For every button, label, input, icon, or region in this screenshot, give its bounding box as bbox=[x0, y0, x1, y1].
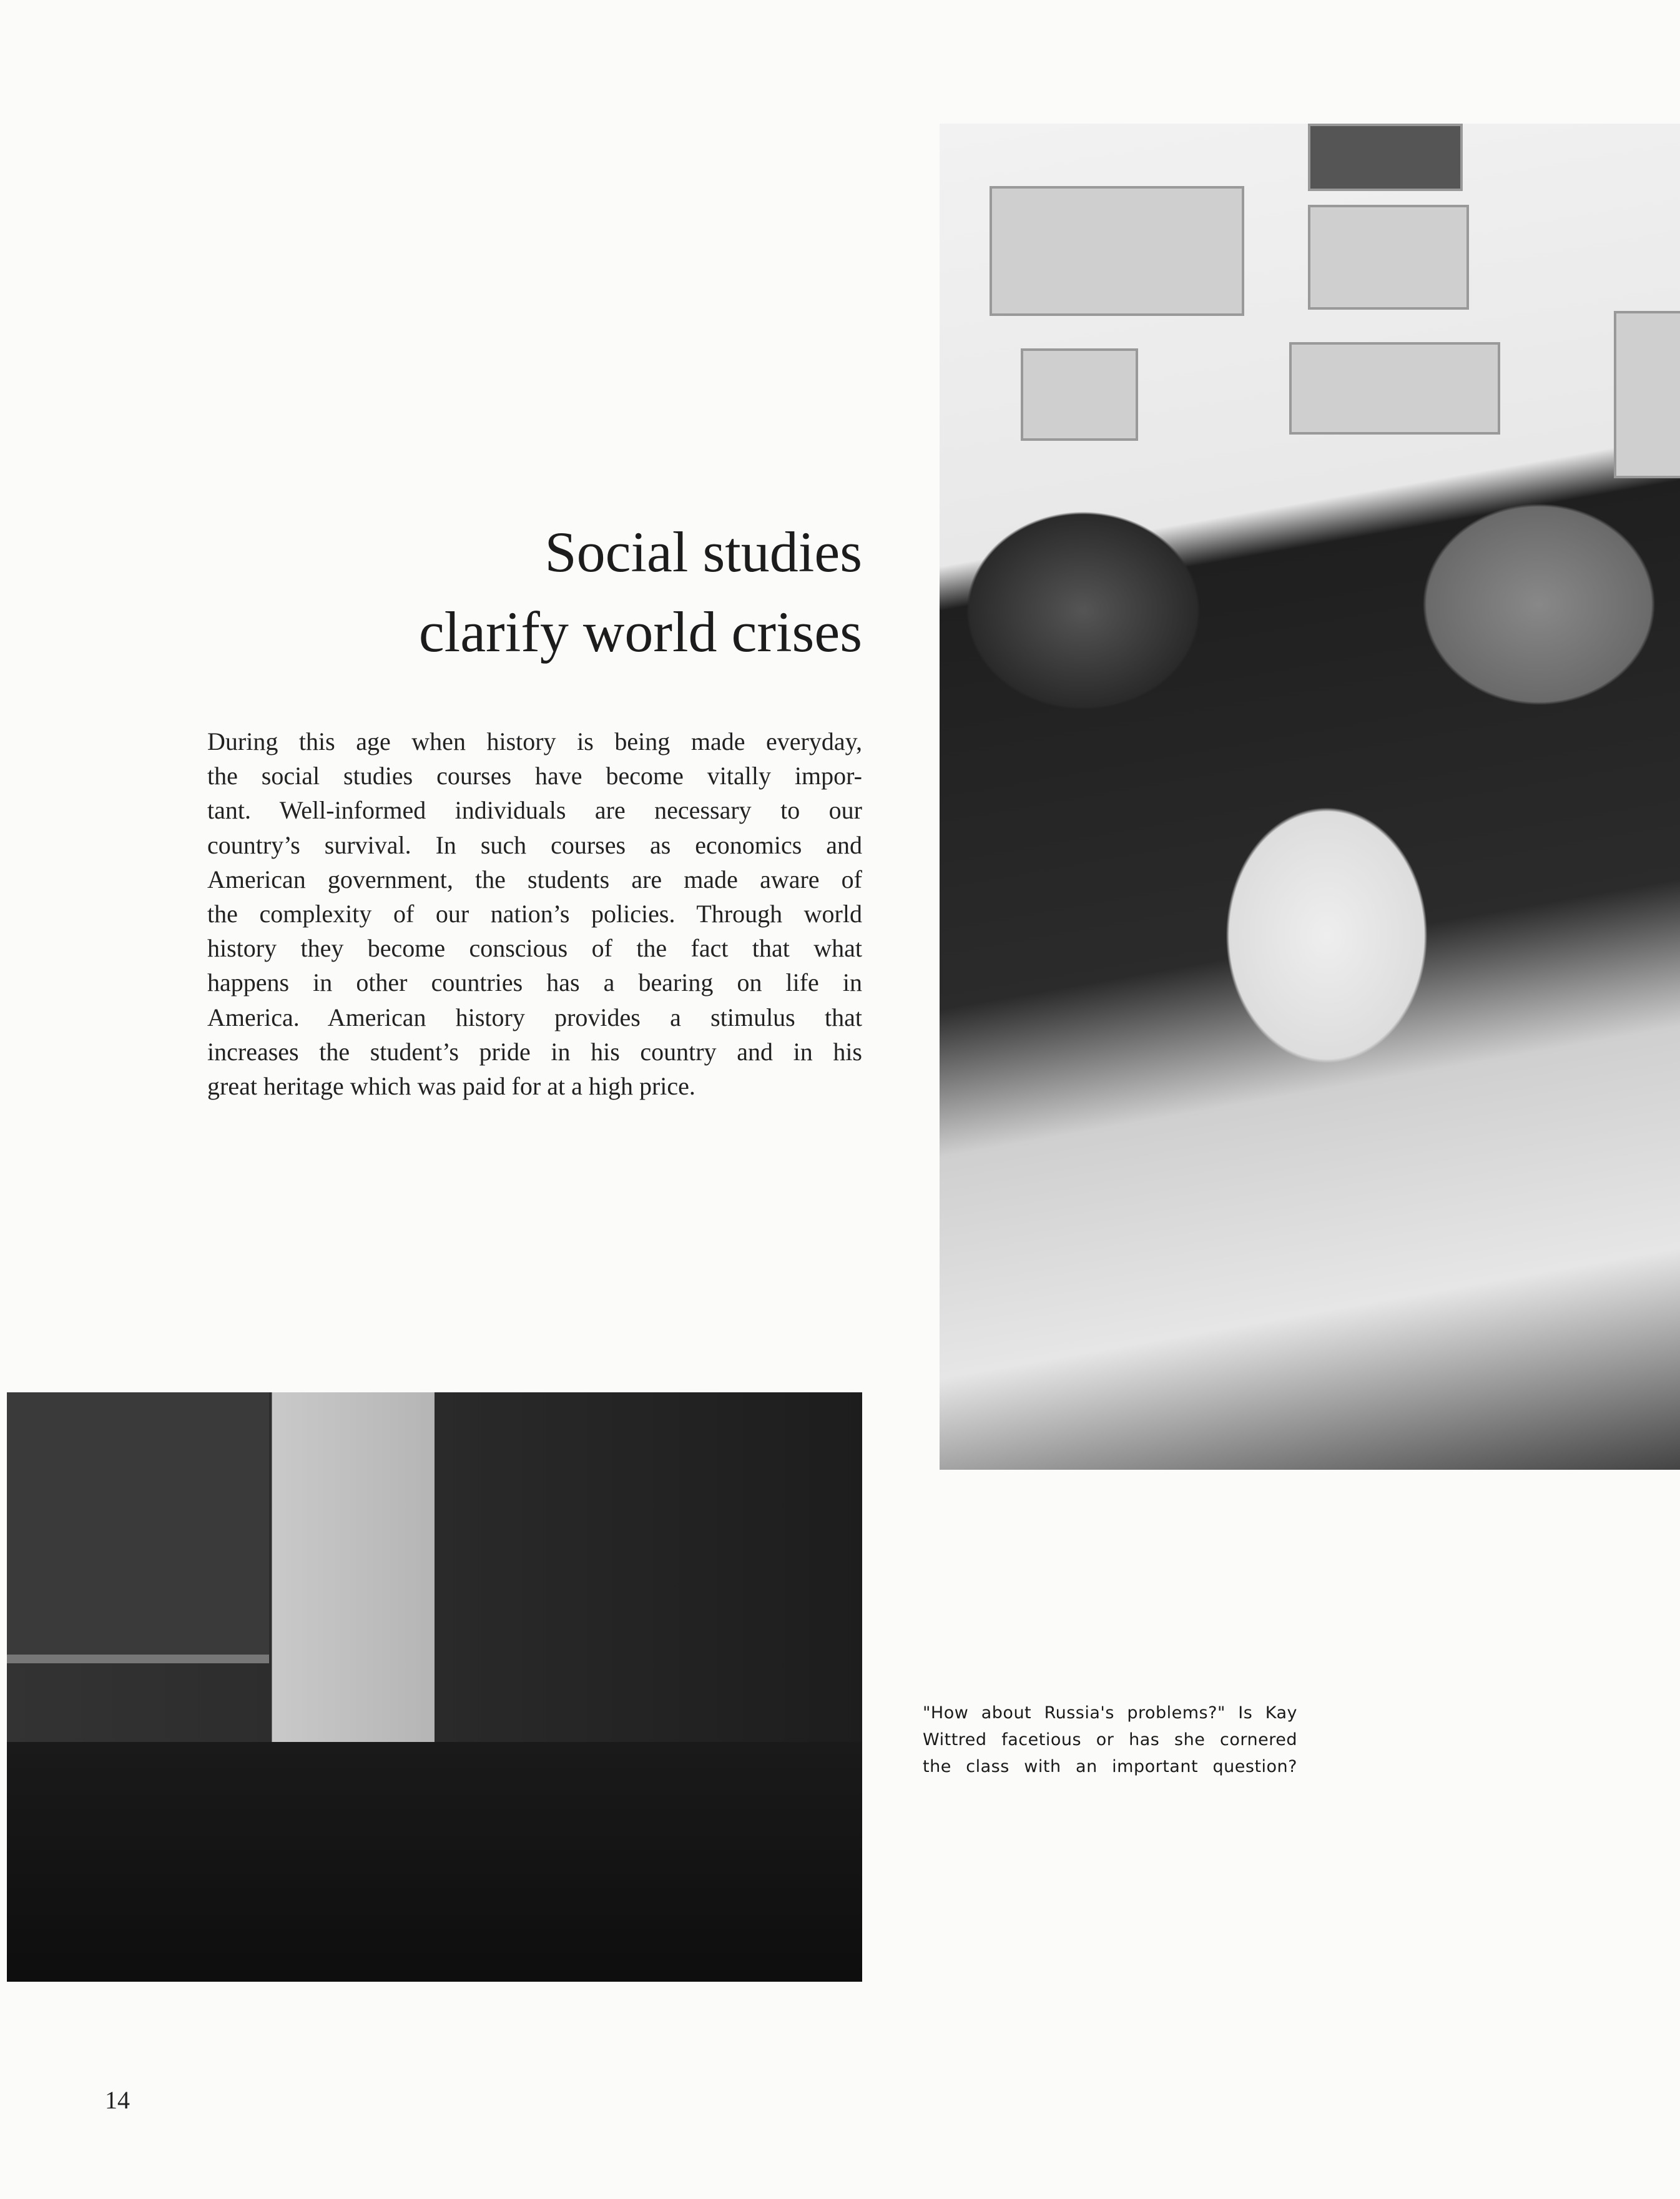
body-line: increases the student’s pride in his country and in his bbox=[207, 1037, 862, 1066]
body-line: great heritage which was paid for at a high price. bbox=[207, 1072, 695, 1101]
page-number: 14 bbox=[105, 2086, 130, 2114]
wall-clipping bbox=[990, 186, 1244, 316]
body-line: happens in other countries has a bearing on life in bbox=[207, 968, 862, 997]
body-line: the complexity of our nation’s policies. Through world bbox=[207, 900, 862, 928]
wall-clipping bbox=[1614, 311, 1680, 478]
body-line: country’s survival. In such courses as economics and bbox=[207, 830, 862, 859]
headline-line-1: Social studies bbox=[544, 520, 862, 584]
wall-clipping bbox=[1021, 348, 1138, 441]
caption-line: "How about Russia's problems?" Is Kay bbox=[923, 1703, 1297, 1723]
headline-line-2: clarify world crises bbox=[418, 600, 862, 664]
body-text bbox=[207, 724, 862, 1103]
body-line: America. American history provides a stimulus that bbox=[207, 1003, 862, 1031]
students-seated bbox=[7, 1742, 862, 1982]
body-line: the social studies courses have become vitally impor- bbox=[207, 762, 862, 790]
caption-line: Wittred facetious or has she cornered bbox=[923, 1730, 1297, 1749]
body-line: American government, the students are made aware of bbox=[207, 865, 862, 893]
wall-clipping bbox=[1289, 342, 1500, 435]
body-line: During this age when history is being made everyday, bbox=[207, 727, 862, 755]
body-line: history they become conscious of the fact that what bbox=[207, 934, 862, 963]
headline bbox=[419, 512, 862, 672]
chalkboard bbox=[7, 1392, 269, 1663]
wall-clipping bbox=[1308, 205, 1469, 310]
photo-students-reading-newspapers bbox=[940, 124, 1680, 1470]
photo-caption bbox=[923, 1700, 1297, 1780]
wall-clipping bbox=[1308, 124, 1463, 191]
caption-line: the class with an important question? bbox=[923, 1757, 1297, 1776]
photo-classroom-map-presentation bbox=[7, 1392, 862, 1982]
body-line: tant. Well-informed individuals are necessary to our bbox=[207, 796, 862, 825]
